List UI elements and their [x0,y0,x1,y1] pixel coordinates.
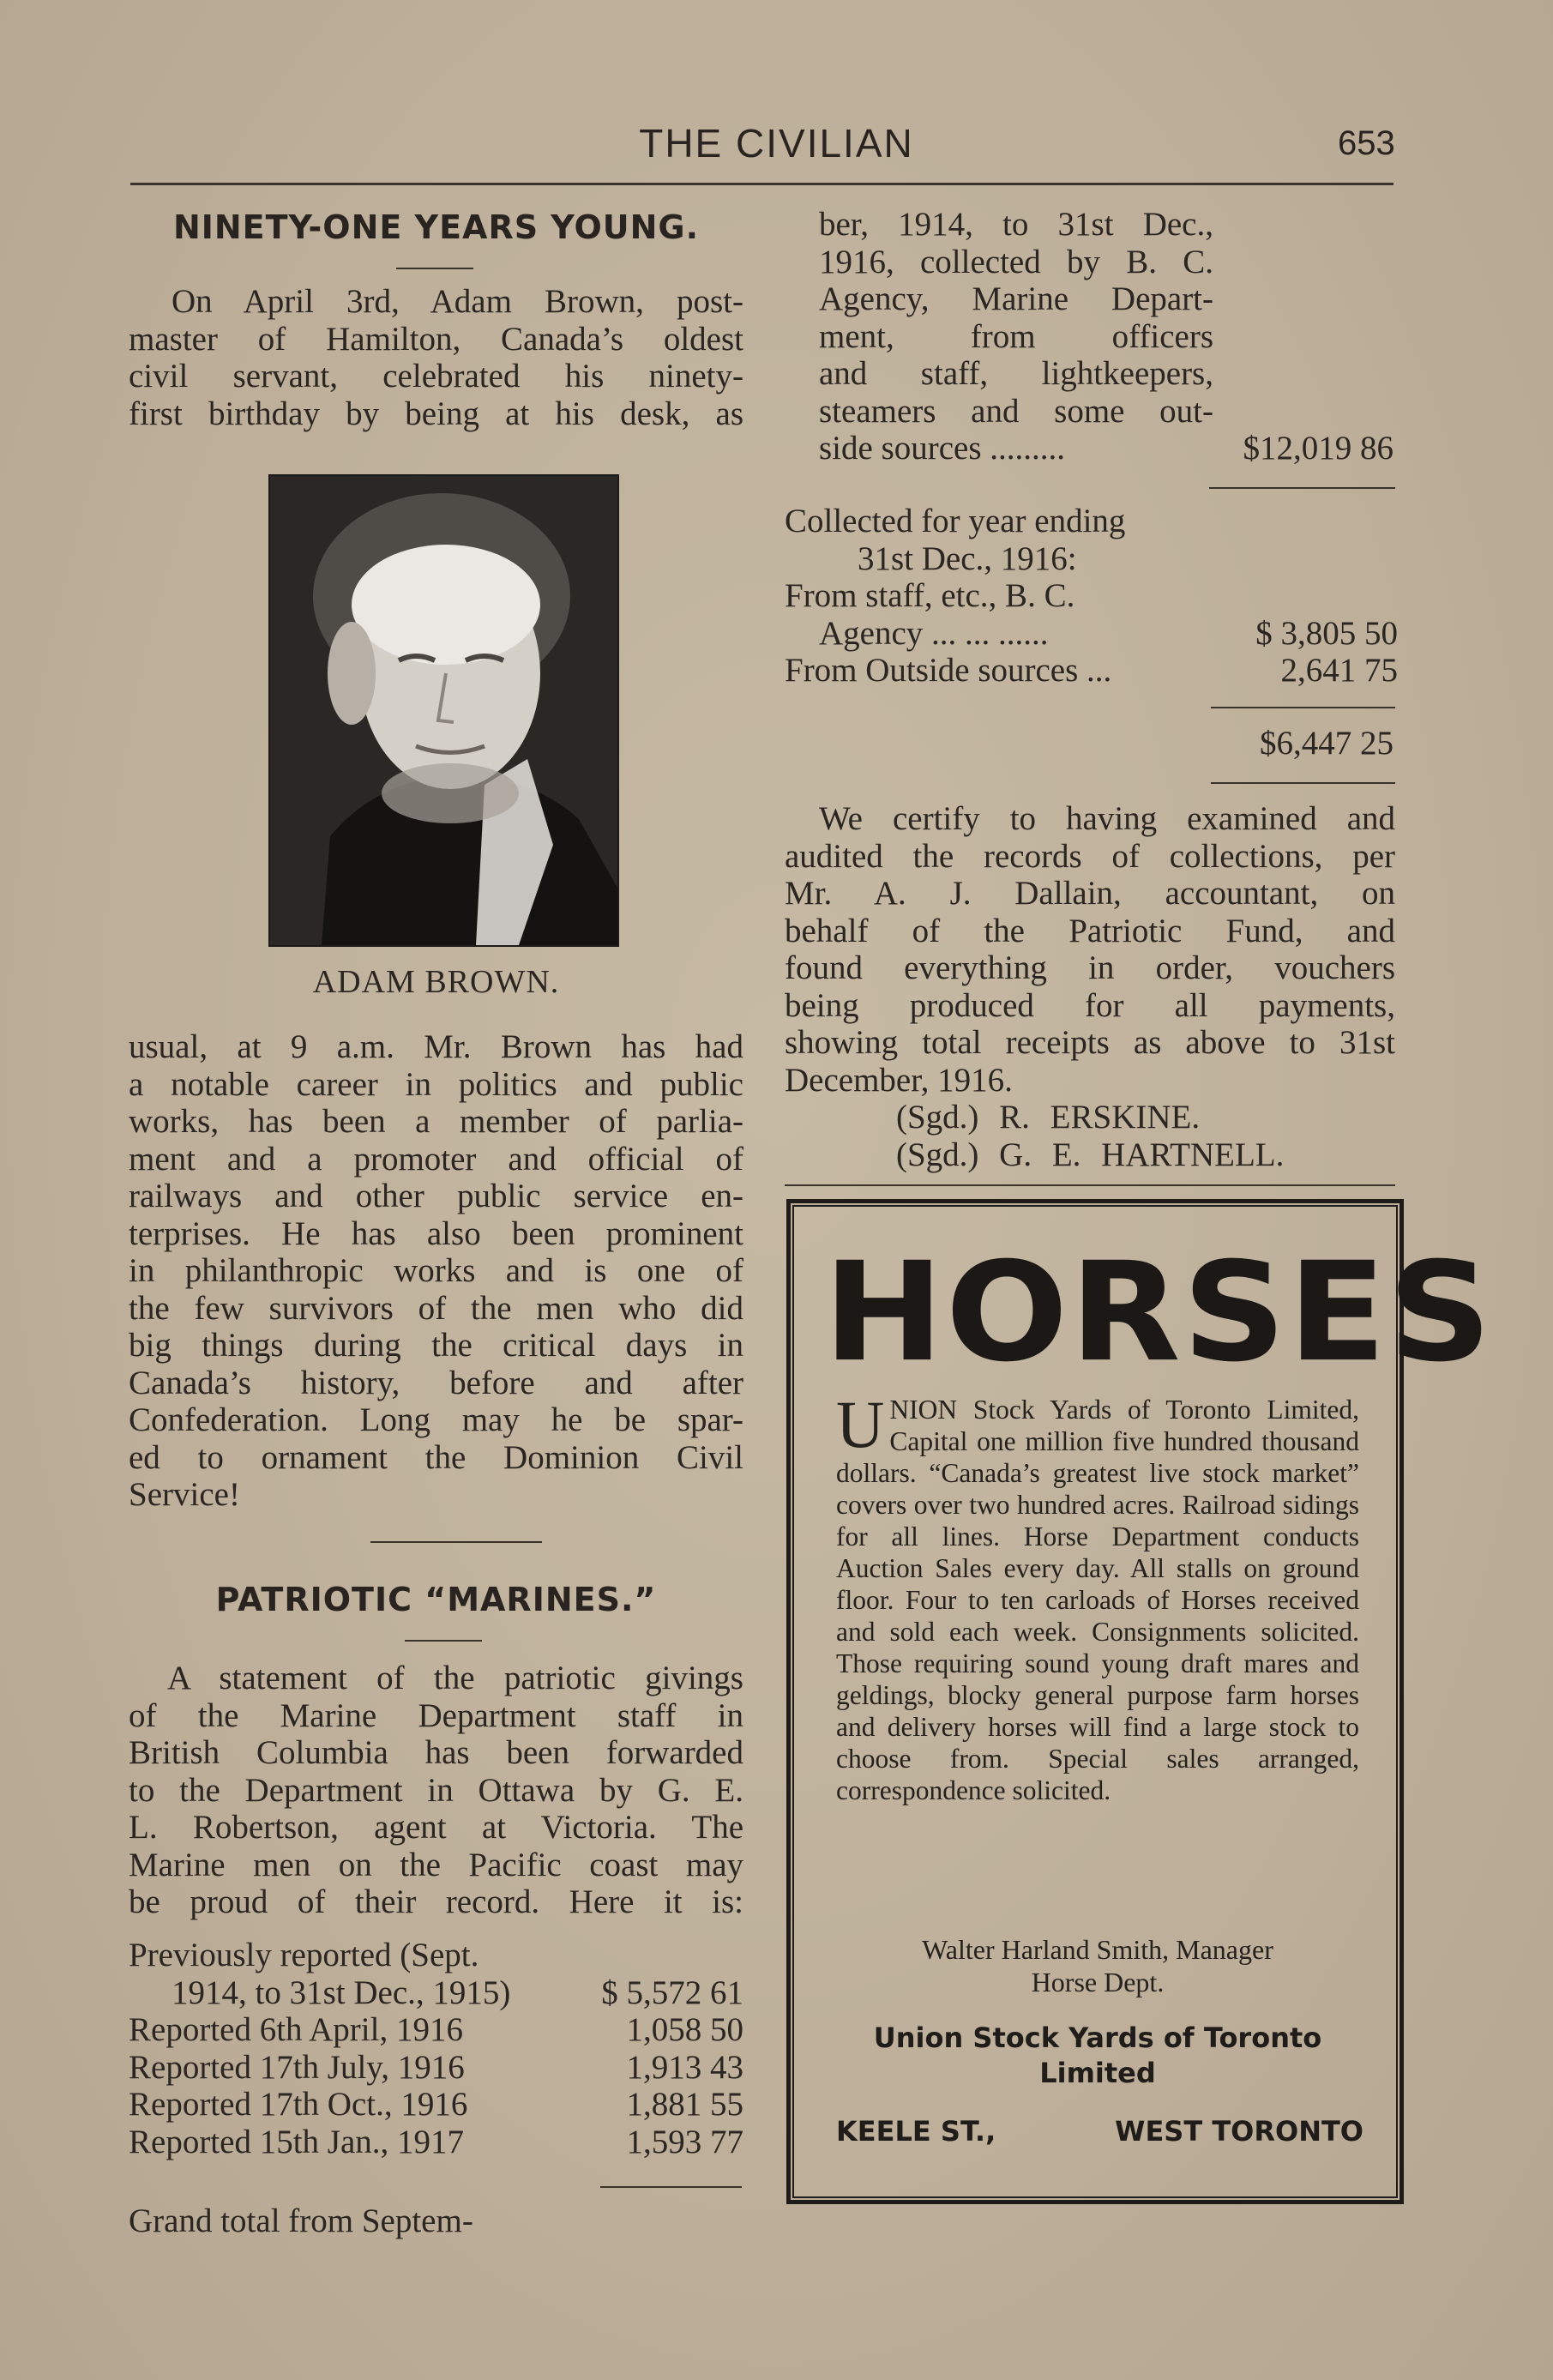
table-row [129,2124,743,2161]
page-number: 653 [1338,124,1395,162]
collected-block [785,503,1398,690]
sum-rule [1211,782,1395,784]
ad-address-city: WEST TORONTO [1115,2115,1363,2148]
sum-rule [1211,707,1395,708]
row-amount: 1,913 43 [626,2048,743,2086]
row-amount: 1,058 50 [626,2011,743,2048]
text-line: Confederation. Long may he be spar- [129,1401,743,1438]
signature-hartnell: (Sgd.) G. E. HARTNELL. [896,1136,1285,1173]
table-row [129,2049,743,2087]
agency-row [785,615,1398,653]
ad-manager-dept: Horse Dept. [1031,1967,1165,1997]
ad-company-name: Union Stock Yards of Toronto [873,2021,1322,2054]
ad-body [836,1387,1359,1806]
row-amount: $12,019 86 [1243,430,1393,467]
outside-sources-row [819,430,1393,467]
text-line: behalf of the Patriotic Fund, and [785,912,1395,949]
row-label: From Outside sources ... [785,652,1112,689]
text-line: usual, at 9 a.m. Mr. Brown has had [129,1028,743,1065]
running-head-title: THE CIVILIAN [639,121,914,166]
text-line: British Columbia has been forwarded [129,1734,743,1771]
table-row [129,2086,743,2124]
text-line: On April 3rd, Adam Brown, post- [172,283,743,320]
ad-address-street: KEELE ST., [836,2115,996,2148]
text-line: big things during the critical days in [129,1327,743,1364]
row-label: side sources ......... [819,430,1066,467]
text-line: ment, from officers [819,317,1213,355]
row-amount: $ 5,572 61 [601,1973,743,2011]
text-line: and staff, lightkeepers, [819,355,1213,392]
table-row [129,2011,743,2049]
text-line: 1916, collected by B. C. [819,243,1213,280]
text-line: a notable career in politics and public [129,1065,743,1103]
text-line: Canada’s history, before and after [129,1364,743,1401]
article-body-bottom [129,1028,743,1514]
text-line: Collected for year ending [785,503,1126,539]
text-line: Marine men on the Pacific coast may [129,1846,743,1883]
ad-company-suffix: Limited [1039,2057,1156,2089]
row-label: Reported 6th April, 1916 [129,2011,463,2048]
total-amount: $6,447 25 [1260,725,1393,762]
text-line: ber, 1914, to 31st Dec., [819,206,1213,243]
text-line: Agency, Marine Depart- [819,280,1213,317]
article-body-top [129,283,743,432]
sum-rule [1209,487,1395,489]
section-divider [785,1184,1395,1186]
text-line: ed to ornament the Dominion Civil [129,1438,743,1476]
text-line: December, 1916. [785,1061,1013,1099]
row-amount: 2,641 75 [1280,652,1398,689]
article-title-ninety-one: NINETY-ONE YEARS YOUNG. [172,208,700,246]
text-line: the few survivors of the men who did [129,1289,743,1327]
sum-rule [600,2186,742,2188]
text-line: to the Department in Ottawa by G. E. [129,1771,743,1809]
ad-body-text: NION Stock Yards of Toronto Limited, Capital one million five hundred thousand dollars. “Canada’s greatest live stock market” covers over two hundred acres. Railroad sidings for all lines. Horse Department conducts Auction Sales every day. All stalls on ground floor. Four to ten carloads of Horses received and sold each week. Consignments solicited. Those requiring sound young draft mares and geldings, blocky general purpose farm horses and delivery horses will find a large stock to choose from. Special sales arranged, correspondence solicited. [836,1395,1359,1805]
photo-caption: ADAM BROWN. [312,964,560,1000]
text-line: From staff, etc., B. C. [785,577,1075,614]
portrait-photo-adam-brown [268,474,619,947]
text-line: of the Marine Department staff in [129,1696,743,1734]
text-line: showing total receipts as above to 31st [785,1024,1395,1061]
text-line: works, has been a member of parlia- [129,1103,743,1140]
text-line: be proud of their record. Here it is: [129,1883,743,1920]
text-line: 31st Dec., 1916: [858,539,1077,577]
signature-erskine: (Sgd.) R. ERSKINE. [896,1099,1201,1136]
title-divider [405,1640,482,1642]
ad-headline: HORSES [823,1232,1494,1393]
grand-total-line: Grand total from Septem- [129,2202,473,2239]
text-line: We certify to having examined and [819,800,1395,837]
row-label: Reported 17th Oct., 1916 [129,2086,468,2123]
row-label: Reported 15th Jan., 1917 [129,2123,465,2160]
text-line: audited the records of collections, per [785,837,1395,875]
text-line: Service! [129,1476,240,1513]
table-row [129,1974,743,2012]
text-line: in philanthropic works and is one of [129,1252,743,1289]
header-rule [130,183,1393,185]
article-title-patriotic-marines: PATRIOTIC “MARINES.” [215,1581,657,1618]
text-line: L. Robertson, agent at Victoria. The [129,1809,743,1846]
table-intro: Previously reported (Sept. [129,1937,479,1973]
certification-block [785,800,1395,1173]
article2-body [129,1660,743,1921]
row-label: Reported 17th July, 1916 [129,2048,465,2086]
text-line: ment and a promoter and official of [129,1140,743,1178]
row-label: 1914, to 31st Dec., 1915) [172,1973,511,2011]
text-line: railways and other public service en- [129,1178,743,1214]
text-line: Mr. A. J. Dallain, accountant, on [785,875,1395,912]
row-label: Agency ... ... ...... [819,614,1049,652]
section-divider [370,1541,542,1543]
outside-row [785,652,1398,690]
portrait-illustration [270,476,617,945]
text-line: first birthday by being at his desk, as [129,395,743,432]
text-line: A statement of the patriotic givings [167,1660,743,1696]
row-amount: $ 3,805 50 [1255,614,1398,652]
drop-cap: U [836,1387,885,1461]
title-divider [396,268,473,269]
text-line: steamers and some out- [819,392,1213,430]
contributions-table [129,1937,743,2160]
text-line: terprises. He has also been prominent [129,1214,743,1252]
text-line: civil servant, celebrated his ninety- [129,358,743,395]
text-line: master of Hamilton, Canada’s oldest [129,320,743,358]
continuation-block [819,206,1213,430]
row-amount: 1,593 77 [626,2123,743,2160]
text-line: being produced for all payments, [785,986,1395,1024]
text-line: found everything in order, vouchers [785,949,1395,986]
row-amount: 1,881 55 [626,2086,743,2123]
ad-manager-name: Walter Harland Smith, Manager [922,1934,1273,1965]
